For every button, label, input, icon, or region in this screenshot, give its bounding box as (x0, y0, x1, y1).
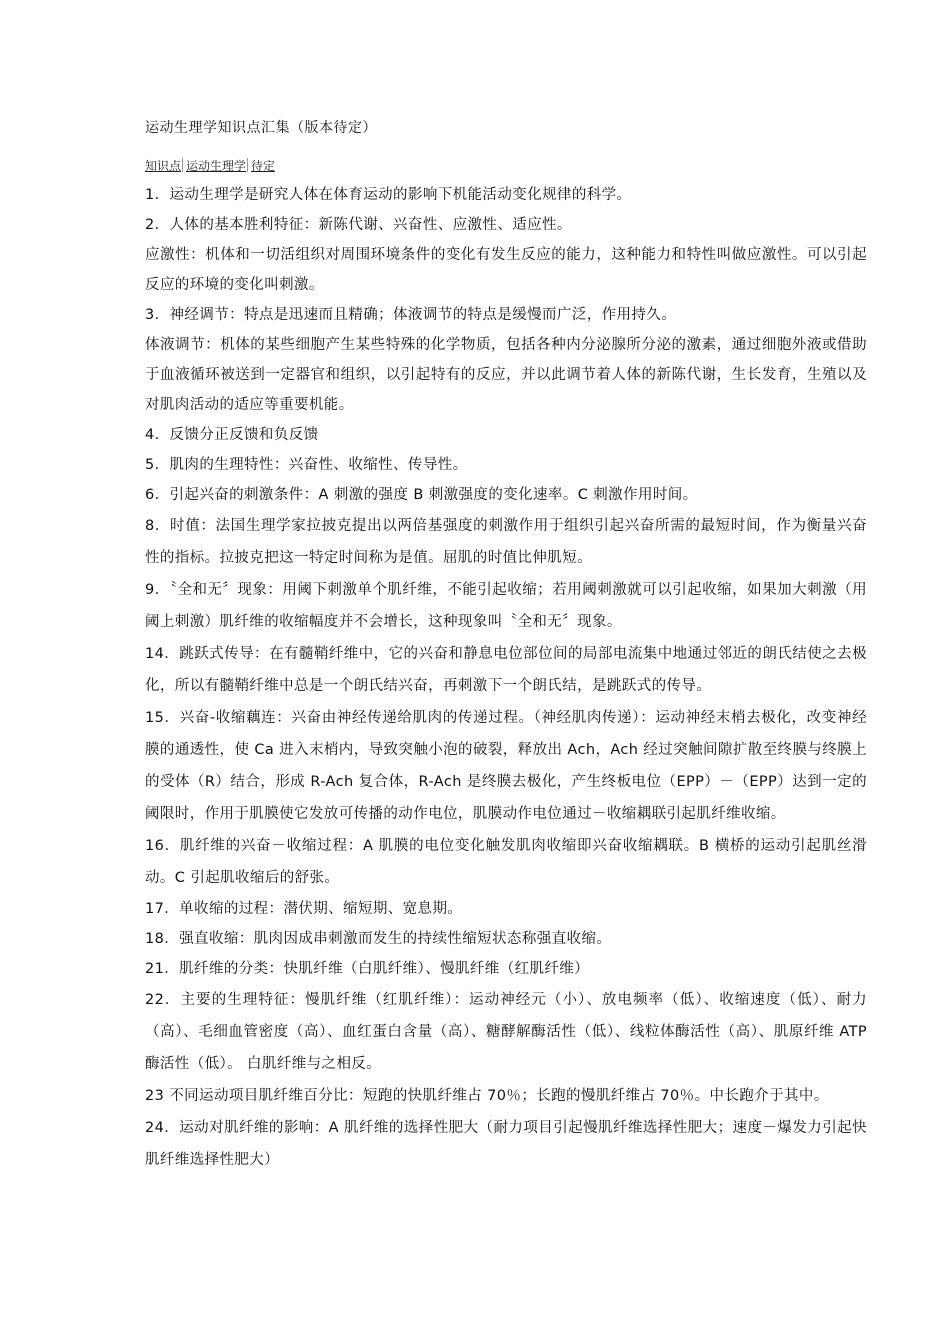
tag-link[interactable]: 待定 (251, 159, 276, 173)
paragraph: 21．肌纤维的分类：快肌纤维（白肌纤维）、慢肌纤维（红肌纤维） (145, 961, 590, 977)
tag-separator (182, 158, 183, 172)
paragraph: 2．人体的基本胜利特征：新陈代谢、兴奋性、应激性、适应性。 (145, 217, 572, 233)
paragraph: 8．时值：法国生理学家拉披克提出以两倍基强度的刺激作用于组织引起兴奋所需的最短时间，作为衡量兴奋性的指标。拉披克把这一特定时间称为是值。屈肌的时值比伸肌短。 (145, 518, 867, 566)
paragraph: 23 不同运动项目肌纤维百分比：短跑的快肌纤维占 70％；长跑的慢肌纤维占 70％。中长跑介于其中。 (145, 1088, 829, 1104)
tag-list (145, 158, 867, 174)
document-page (145, 118, 867, 1176)
paragraph: 9．〝全和无〞现象：用阈下刺激单个肌纤维，不能引起收缩；若用阈刺激就可以引起收缩，如果加大刺激（用阈上刺激）肌纤维的收缩幅度并不会增长，这种现象叫〝全和无〞现象。 (145, 582, 867, 630)
paragraph: 17．单收缩的过程：潜伏期、缩短期、宽息期。 (145, 901, 463, 917)
paragraph: 15．兴奋-收缩藕连：兴奋由神经传递给肌肉的传递过程。（神经肌肉传递）：运动神经末梢去极化，改变神经膜的通透性，使 Ca 进入末梢内，导致突触小泡的破裂，释放出 Ach，Ach 经过突触间隙扩散至终膜与终膜上的受体（R）结合，形成 R-Ach 复合体，R-Ach 是终膜去极化，产生终板电位（EPP）－（EPP）达到一定的阈限时，作用于肌膜使它发放可传播的动作电位，肌膜动作电位通过－收缩耦联引起肌纤维收缩。 (145, 710, 867, 822)
paragraph: 14．跳跃式传导：在有髓鞘纤维中，它的兴奋和静息电位部位间的局部电流集中地通过邻近的朗氏结使之去极化，所以有髓鞘纤维中总是一个朗氏结兴奋，再刺激下一个朗氏结，是跳跃式的传导。 (145, 646, 867, 694)
paragraph: 5．肌肉的生理特性：兴奋性、收缩性、传导性。 (145, 457, 468, 473)
tag-link[interactable]: 运动生理学 (186, 159, 247, 173)
paragraph: 3．神经调节：特点是迅速而且精确；体液调节的特点是缓慢而广泛，作用持久。 (145, 307, 677, 323)
tag-separator (247, 158, 248, 172)
paragraph: 6．引起兴奋的刺激条件：A 刺激的强度 B 刺激强度的变化速率。C 刺激作用时间。 (145, 487, 698, 503)
paragraph: 16．肌纤维的兴奋－收缩过程：A 肌膜的电位变化触发肌肉收缩即兴奋收缩耦联。B 横桥的运动引起肌丝滑动。C 引起肌收缩后的舒张。 (145, 838, 867, 886)
paragraph: 24．运动对肌纤维的影响：A 肌纤维的选择性肥大（耐力项目引起慢肌纤维选择性肥大；速度－爆发力引起快肌纤维选择性肥大） (145, 1120, 867, 1168)
paragraph: 应激性：机体和一切活组织对周围环境条件的变化有发生反应的能力，这种能力和特性叫做应激性。可以引起反应的环境的变化叫刺激。 (145, 247, 867, 293)
paragraph: 4．反馈分正反馈和负反馈 (145, 427, 319, 443)
page-title: 运动生理学知识点汇集（版本待定） (145, 120, 377, 136)
paragraph: 22．主要的生理特征：慢肌纤维（红肌纤维）：运动神经元（小）、放电频率（低）、收缩速度（低）、耐力（高）、毛细血管密度（高）、血红蛋白含量（高）、糖酵解酶活性（低）、线粒体酶活性（高）、肌原纤维 ATP 酶活性（低）。 白肌纤维与之相反。 (145, 992, 867, 1072)
paragraph: 1．运动生理学是研究人体在体育运动的影响下机能活动变化规律的科学。 (145, 187, 632, 203)
paragraph: 18．强直收缩：肌肉因成串刺激而发生的持续性缩短状态称强直收缩。 (145, 931, 612, 947)
tag-link[interactable]: 知识点 (145, 159, 182, 173)
paragraph: 体液调节：机体的某些细胞产生某些特殊的化学物质，包括各种内分泌腺所分泌的激素，通过细胞外液或借助于血液循环被送到一定器官和组织，以引起特有的反应，并以此调节着人体的新陈代谢，生长发育，生殖以及对肌肉活动的适应等重要机能。 (145, 337, 867, 413)
